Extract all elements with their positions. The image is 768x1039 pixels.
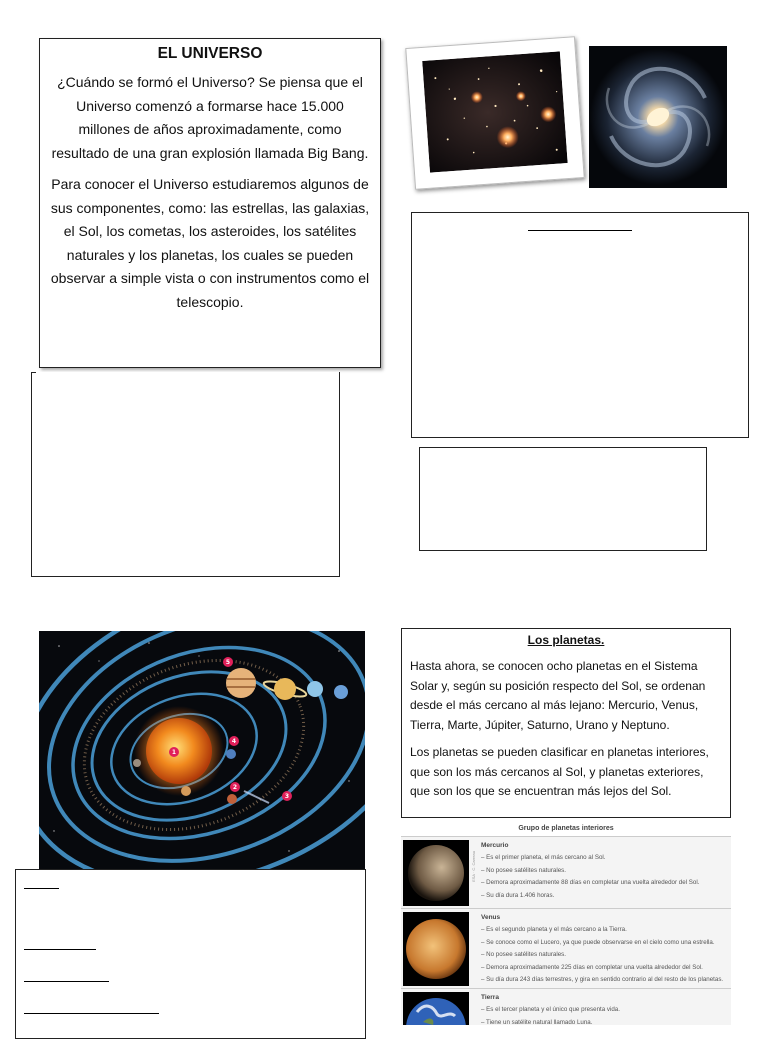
blank-line-3 [24,981,109,982]
answer-box-small[interactable] [419,447,707,551]
mercury-image [403,840,469,908]
box-corner-line [31,372,36,373]
planets-paragraph-2: Los planetas se pueden clasificar en planetas interiores, que son los más cercanos al Sol, y planetas exteriores, que son los que se encuentran más lejos del Sol. [410,745,709,798]
blank-line-4 [24,1013,159,1014]
solar-marker-3: 3 [284,793,290,800]
fact: – Es el segundo planeta y el más cercano a la Tierra. [481,926,627,934]
answer-box-left[interactable] [31,372,340,577]
intro-paragraph-1: ¿Cuándo se formó el Universo? Se piensa que el Universo comenzó a formarse hace 15.000 millones de años aproximadamente, como resultado de una gran explosión llamada Big Bang. [51,74,369,161]
planets-paragraph-1: Hasta ahora, se conocen ocho planetas en el Sistema Solar y, según su posición respecto del Sol, se ordenan desde el más cercano al más lejano: Mercurio, Venus, Tierra, Marte, Júpiter, Saturno, Urano y Neptuno. [410,659,706,732]
solar-system-image [39,631,365,869]
fact: – Demora aproximadamente 88 días en completar una vuelta alrededor del Sol. [481,879,700,887]
planet-name-earth: Tierra [481,994,499,1001]
solar-marker-2: 2 [232,784,238,791]
planets-title: Los planetas. [527,633,605,647]
table-row [401,988,731,1025]
intro-title: EL UNIVERSO [157,45,263,62]
spiral-galaxy-image [589,46,727,188]
solar-marker-4: 4 [231,738,237,745]
fact: – Su día dura 243 días terrestres, y gira en sentido contrario al del resto de los planetas. [481,976,724,984]
fact: – Es el primer planeta, el más cercano al Sol. [481,854,606,862]
planet-name-mercury: Mercurio [481,842,509,849]
fact: – Demora aproximadamente 225 días en completar una vuelta alrededor del Sol. [481,963,703,971]
answer-box-bottom[interactable] [15,869,366,1039]
answer-box-title[interactable] [411,212,749,438]
planet-name-venus: Venus [481,914,501,921]
fact: – Es el tercer planeta y el único que presenta vida. [481,1006,620,1014]
blank-line-2 [24,949,96,950]
star-cluster-image [405,36,584,190]
solar-marker-5: 5 [225,659,231,666]
planets-text-box [401,628,731,818]
intro-text-box [39,38,381,368]
earth-image [403,992,469,1027]
fact: – Se conoce como el Lucero, ya que puede observarse en el cielo como una estrella. [481,938,715,946]
solar-marker-1: 1 [171,749,177,756]
intro-paragraph-2: Para conocer el Universo estudiaremos algunos de sus componentes, como: las estrellas, las galaxias, el Sol, los cometas, los asteroides, los satélites naturales y los planetas, los cuales se pueden observar a simple vista o con instrumentos como el telescopio. [50,176,370,310]
venus-image [403,912,469,988]
table-row [401,908,731,989]
image-credit: ESA · C. Carreau [471,851,476,882]
inner-planets-table [401,822,731,1024]
blank-line-1 [24,888,59,889]
table-title: Grupo de planetas interiores [518,825,614,832]
table-row [401,836,731,909]
title-blank-line [528,230,632,231]
fact: – No posee satélites naturales. [481,951,566,959]
fact: – No posee satélites naturales. [481,866,566,874]
fact: – Su día dura 1.406 horas. [481,891,555,899]
fact: – Tiene un satélite natural llamado Luna. [481,1018,593,1026]
